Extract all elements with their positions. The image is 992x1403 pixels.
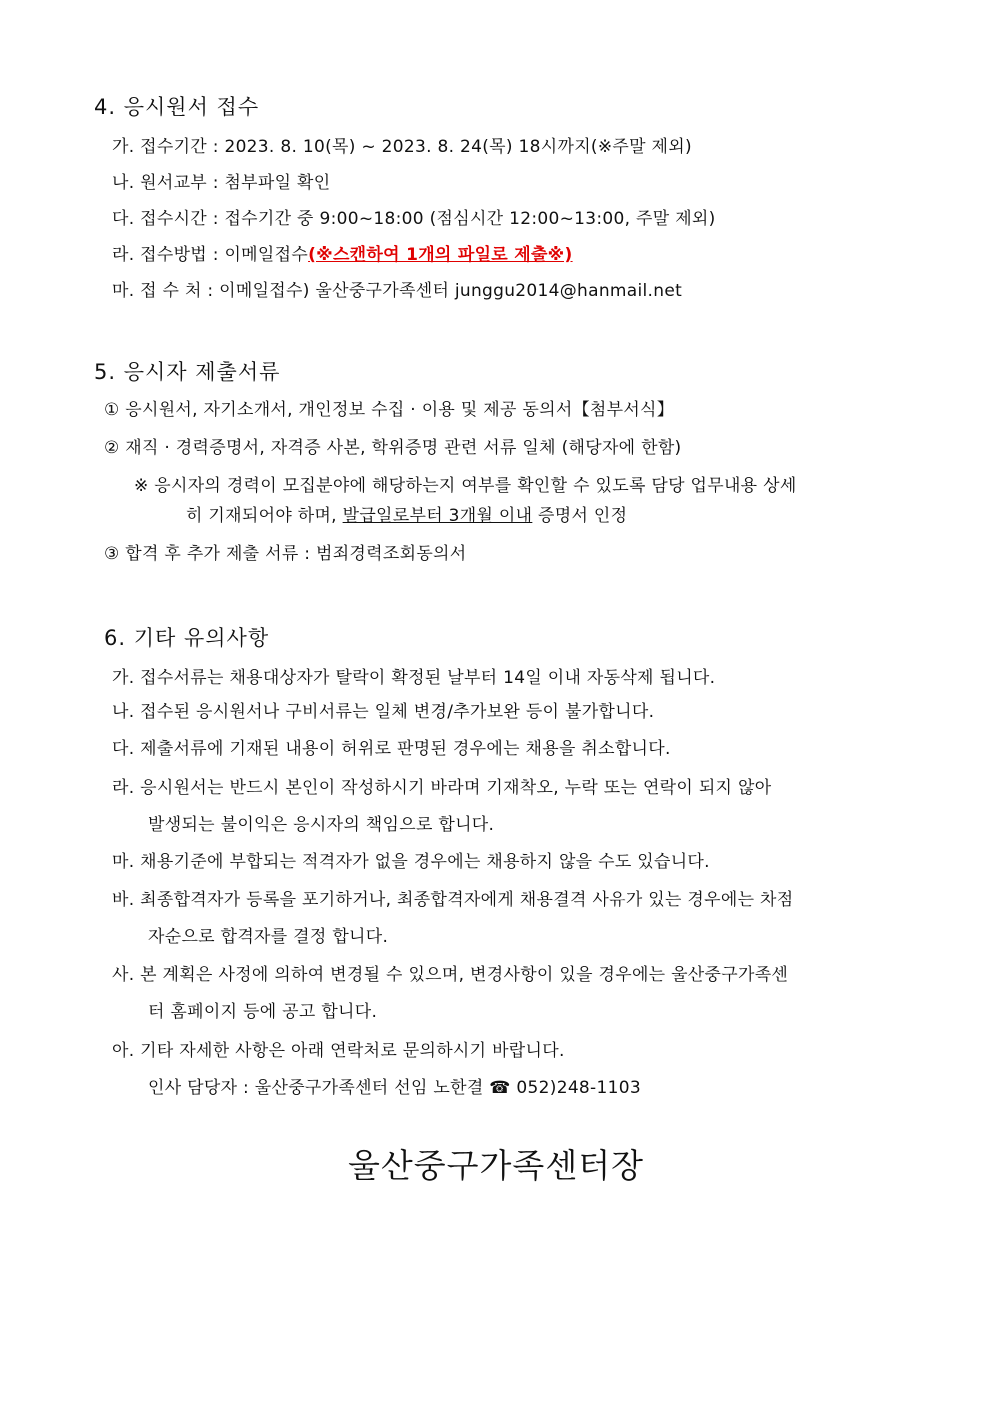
section6-line-1: 가. 접수서류는 채용대상자가 탈락이 확정된 날부터 14일 이내 자동삭제 됩니다.	[112, 668, 716, 688]
method-highlight: (※스캔하여 1개의 파일로 제출※)	[308, 245, 573, 265]
section6-line-4: 라. 응시원서는 반드시 본인이 작성하시기 바라며 기재착오, 누락 또는 연락이 되지 않아	[112, 778, 772, 798]
section4-item-method	[112, 243, 573, 267]
section6-line-8: 아. 기타 자세한 사항은 아래 연락처로 문의하시기 바랍니다.	[112, 1041, 565, 1061]
section5-note-line1: ※ 응시자의 경력이 모집분야에 해당하는지 여부를 확인할 수 있도록 담당 업무내용 상세	[134, 476, 797, 496]
section6-line-7: 사. 본 계획은 사정에 의하여 변경될 수 있으며, 변경사항이 있을 경우에는 울산중구가족센	[112, 965, 789, 985]
section6-line-7-cont: 터 홈페이지 등에 공고 합니다.	[148, 1002, 378, 1022]
section4-item-recipient: 마. 접 수 처 : 이메일접수) 울산중구가족센터 junggu2014@hanmail.net	[112, 281, 683, 301]
section5-note-line2	[186, 504, 627, 528]
note-text-b: 증명서 인정	[532, 506, 628, 526]
section4-item-hours: 다. 접수시간 : 접수기간 중 9:00~18:00 (점심시간 12:00~13:00, 주말 제외)	[112, 209, 716, 229]
section5-item-2: ② 재직 · 경력증명서, 자격증 사본, 학위증명 관련 서류 일체 (해당자에 한함)	[104, 438, 682, 458]
section6-line-4-cont: 발생되는 불이익은 응시자의 책임으로 합니다.	[148, 815, 495, 835]
section4-item-distribution: 나. 원서교부 : 첨부파일 확인	[112, 173, 331, 193]
section5-item-1: ① 응시원서, 자기소개서, 개인정보 수집 · 이용 및 제공 동의서【첨부서식】	[104, 400, 675, 420]
section6-line-5: 마. 채용기준에 부합되는 적격자가 없을 경우에는 채용하지 않을 수도 있습니다.	[112, 852, 710, 872]
section6-heading: 6. 기타 유의사항	[104, 626, 270, 650]
section6-line-6: 바. 최종합격자가 등록을 포기하거나, 최종합격자에게 채용결격 사유가 있는 경우에는 차점	[112, 890, 794, 910]
section6-contact: 인사 담당자 : 울산중구가족센터 선임 노한결 ☎ 052)248-1103	[148, 1078, 641, 1098]
note-underlined: 발급일로부터 3개월 이내	[342, 506, 533, 526]
section6-line-2: 나. 접수된 응시원서나 구비서류는 일체 변경/추가보완 등이 불가합니다.	[112, 702, 655, 722]
section5-item-3: ③ 합격 후 추가 제출 서류 : 범죄경력조회동의서	[104, 544, 467, 564]
section5-heading: 5. 응시자 제출서류	[94, 360, 281, 384]
note-text-a: 히 기재되어야 하며,	[186, 506, 343, 526]
section4-item-period: 가. 접수기간 : 2023. 8. 10(목) ~ 2023. 8. 24(목) 18시까지(※주말 제외)	[112, 137, 692, 157]
section4-heading: 4. 응시원서 접수	[94, 95, 260, 119]
signature: 울산중구가족센터장	[348, 1146, 644, 1185]
method-text: 라. 접수방법 : 이메일접수	[112, 245, 309, 265]
section6-line-3: 다. 제출서류에 기재된 내용이 허위로 판명된 경우에는 채용을 취소합니다.	[112, 739, 671, 759]
section6-line-6-cont: 자순으로 합격자를 결정 합니다.	[148, 927, 389, 947]
